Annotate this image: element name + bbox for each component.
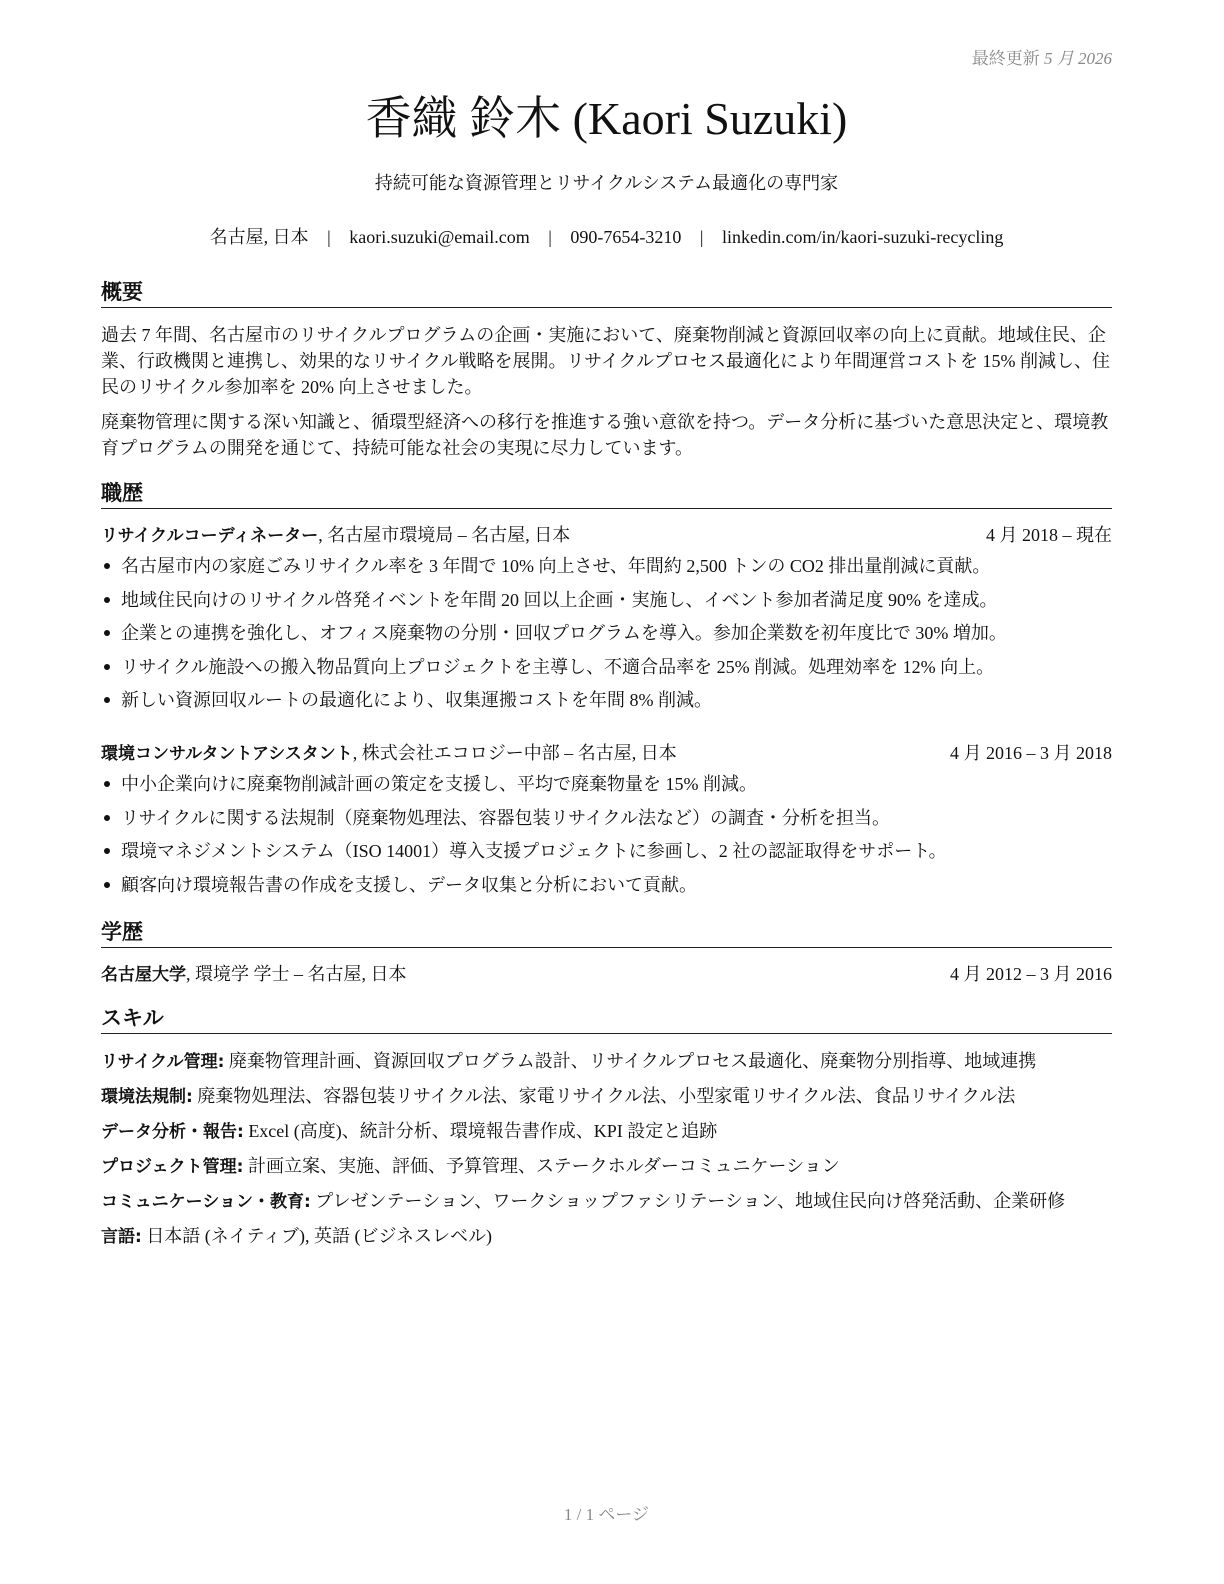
skill-label: データ分析・報告: [101, 1122, 244, 1142]
job-org: , 名古屋市環境局 – 名古屋, 日本 [318, 525, 571, 545]
last-updated [972, 44, 1112, 69]
skills-list [101, 1048, 1112, 1258]
skill-item [101, 1223, 1112, 1250]
education-dates: 4 月 2012 – 3 月 2016 [950, 964, 1112, 984]
job-bullet: リサイクルに関する法規制（廃棄物処理法、容器包装リサイクル法など）の調査・分析を担当。 [101, 805, 1112, 839]
skill-item [101, 1083, 1112, 1110]
job-bullet: 地域住民向けのリサイクル啓発イベントを年間 20 回以上企画・実施し、イベント参加者満足度 90% を達成。 [101, 587, 1112, 621]
job-bullets [101, 553, 1112, 721]
contact-email[interactable]: kaori.suzuki@email.com [349, 227, 530, 247]
skill-label: 環境法規制: [101, 1087, 193, 1107]
skill-item [101, 1188, 1112, 1215]
job-bullet: 名古屋市内の家庭ごみリサイクル率を 3 年間で 10% 向上させ、年間約 2,500 トンの CO2 排出量削減に貢献。 [101, 553, 1112, 587]
contact-phone[interactable]: 090-7654-3210 [570, 227, 682, 247]
job-bullet: 新しい資源回収ルートの最適化により、収集運搬コストを年間 8% 削減。 [101, 687, 1112, 721]
education-row [101, 961, 1112, 988]
skill-label: 言語: [101, 1227, 142, 1247]
resume-page [101, 0, 1112, 1584]
skill-value: 廃棄物処理法、容器包装リサイクル法、家電リサイクル法、小型家電リサイクル法、食品リサイクル法 [192, 1086, 1016, 1106]
skill-label: プロジェクト管理: [101, 1157, 244, 1177]
contact-separator: | [327, 227, 331, 247]
contact-line [101, 224, 1112, 250]
job-bullet: 顧客向け環境報告書の作成を支援し、データ収集と分析において貢献。 [101, 872, 1112, 906]
education-school: 名古屋大学 [101, 965, 186, 985]
skill-label: コミュニケーション・教育: [101, 1192, 311, 1212]
job-bullet: 中小企業向けに廃棄物削減計画の策定を支援し、平均で廃棄物量を 15% 削減。 [101, 771, 1112, 805]
job-title-line [101, 522, 570, 549]
candidate-name: 香織 鈴木 (Kaori Suzuki) [365, 93, 848, 144]
skill-value: プレゼンテーション、ワークショップファシリテーション、地域住民向け啓発活動、企業研修 [310, 1191, 1066, 1211]
contact-separator: | [699, 227, 704, 247]
summary-paragraph-2: 廃棄物管理に関する深い知識と、循環型経済への移行を推進する強い意欲を持つ。データ分析に基づいた意思決定と、環境教育プログラムの開発を通じて、持続可能な社会の実現に尽力しています。 [101, 412, 1109, 458]
job-bullet: リサイクル施設への搬入物品質向上プロジェクトを主導し、不適合品率を 25% 削減。処理効率を 12% 向上。 [101, 654, 1112, 688]
job-header [101, 522, 1112, 549]
contact-separator: | [548, 227, 552, 247]
summary-heading: 概要 [101, 277, 1112, 308]
education-detail: , 環境学 学士 – 名古屋, 日本 [186, 964, 407, 984]
job-bullet: 環境マネジメントシステム（ISO 14001）導入支援プロジェクトに参画し、2 社の認証取得をサポート。 [101, 838, 1112, 872]
job-title: 環境コンサルタントアシスタント [101, 744, 353, 764]
skill-item [101, 1153, 1112, 1180]
job-title: リサイクルコーディネーター [101, 526, 319, 546]
education-line [101, 961, 407, 988]
job-bullet: 企業との連携を強化し、オフィス廃棄物の分別・回収プログラムを導入。参加企業数を初年度比で 30% 増加。 [101, 620, 1112, 654]
experience-heading: 職歴 [101, 478, 1112, 509]
summary-paragraph-1: 過去 7 年間、名古屋市のリサイクルプログラムの企画・実施において、廃棄物削減と資源回収率の向上に貢献。地域住民、企業、行政機関と連携し、効果的なリサイクル戦略を展開。リサイクルプロセス最適化により年間運営コストを 15% 削減し、住民のリサイクル参加率を 20% 向上させました。 [101, 325, 1110, 397]
skill-value: 廃棄物管理計画、資源回収プログラム設計、リサイクルプロセス最適化、廃棄物分別指導、地域連携 [224, 1051, 1037, 1071]
skill-item [101, 1048, 1112, 1075]
last-updated-label: 最終更新 [971, 49, 1040, 68]
last-updated-date: 5 月 2026 [1044, 49, 1112, 68]
contact-linkedin[interactable]: linkedin.com/in/kaori-suzuki-recycling [721, 227, 1004, 247]
job-dates: 4 月 2016 – 3 月 2018 [950, 743, 1112, 763]
skill-value: Excel (高度)、統計分析、環境報告書作成、KPI 設定と追跡 [243, 1121, 718, 1141]
contact-location: 名古屋, 日本 [209, 227, 309, 247]
skill-value: 日本語 (ネイティブ), 英語 (ビジネスレベル) [141, 1226, 492, 1246]
job-dates: 4 月 2018 – 現在 [986, 525, 1112, 545]
job-header [101, 740, 1112, 767]
candidate-tagline: 持続可能な資源管理とリサイクルシステム最適化の専門家 [374, 173, 839, 193]
page-number: 1 / 1 ページ [563, 1505, 650, 1524]
education-heading: 学歴 [101, 917, 1112, 948]
job-bullets [101, 771, 1112, 905]
skill-value: 計画立案、実施、評価、予算管理、ステークホルダーコミュニケーション [243, 1156, 840, 1176]
skill-label: リサイクル管理: [101, 1052, 225, 1072]
skill-item [101, 1118, 1112, 1145]
job-org: , 株式会社エコロジー中部 – 名古屋, 日本 [352, 743, 677, 763]
job-title-line [101, 740, 677, 767]
skills-heading: スキル [101, 1003, 1112, 1034]
